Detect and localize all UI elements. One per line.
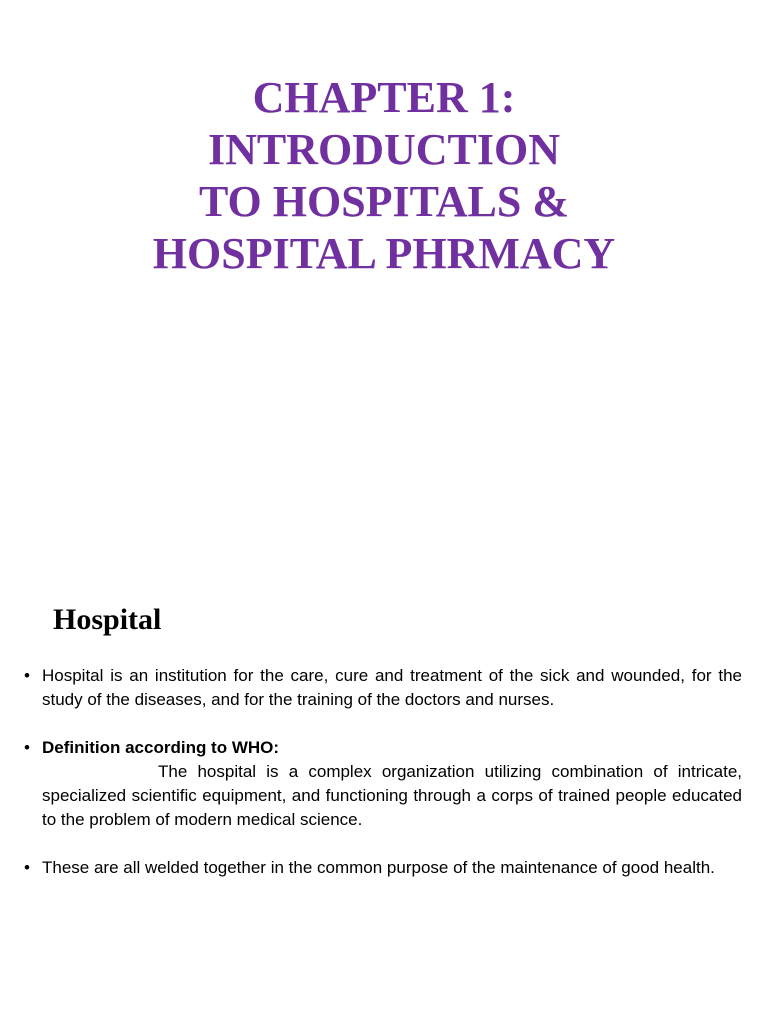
bullet-item-definition: [24, 664, 742, 712]
chapter-title: [40, 72, 728, 280]
bullet-glyph: •: [24, 858, 30, 877]
bullet-list: [24, 664, 742, 904]
section-heading: Hospital: [53, 603, 162, 636]
chapter-title-line-2: INTRODUCTION: [207, 125, 561, 174]
chapter-title-line-3: TO HOSPITALS &: [198, 177, 570, 226]
content-slide: [0, 576, 768, 1024]
chapter-title-line-4: HOSPITAL PHRMACY: [152, 229, 616, 278]
bullet-text: Hospital is an institution for the care, cure and treatment of the sick and wounded, for the study of the diseases, and for the training of the doctors and nurses.: [42, 666, 742, 709]
bullet-glyph: •: [24, 666, 30, 685]
who-definition-label: Definition according to WHO:: [42, 738, 280, 757]
chapter-title-line-1: CHAPTER 1:: [252, 73, 516, 122]
bullet-item-who-definition: [24, 736, 742, 832]
bullet-text: These are all welded together in the common purpose of the maintenance of good health.: [42, 858, 715, 877]
who-definition-text: The hospital is a complex organization utilizing combination of intricate, specialized scientific equipment, and functioning through a corps of trained people educated to the problem of modern medical science.: [42, 762, 742, 829]
bullet-item-purpose: [24, 856, 742, 880]
bullet-glyph: •: [24, 738, 30, 757]
